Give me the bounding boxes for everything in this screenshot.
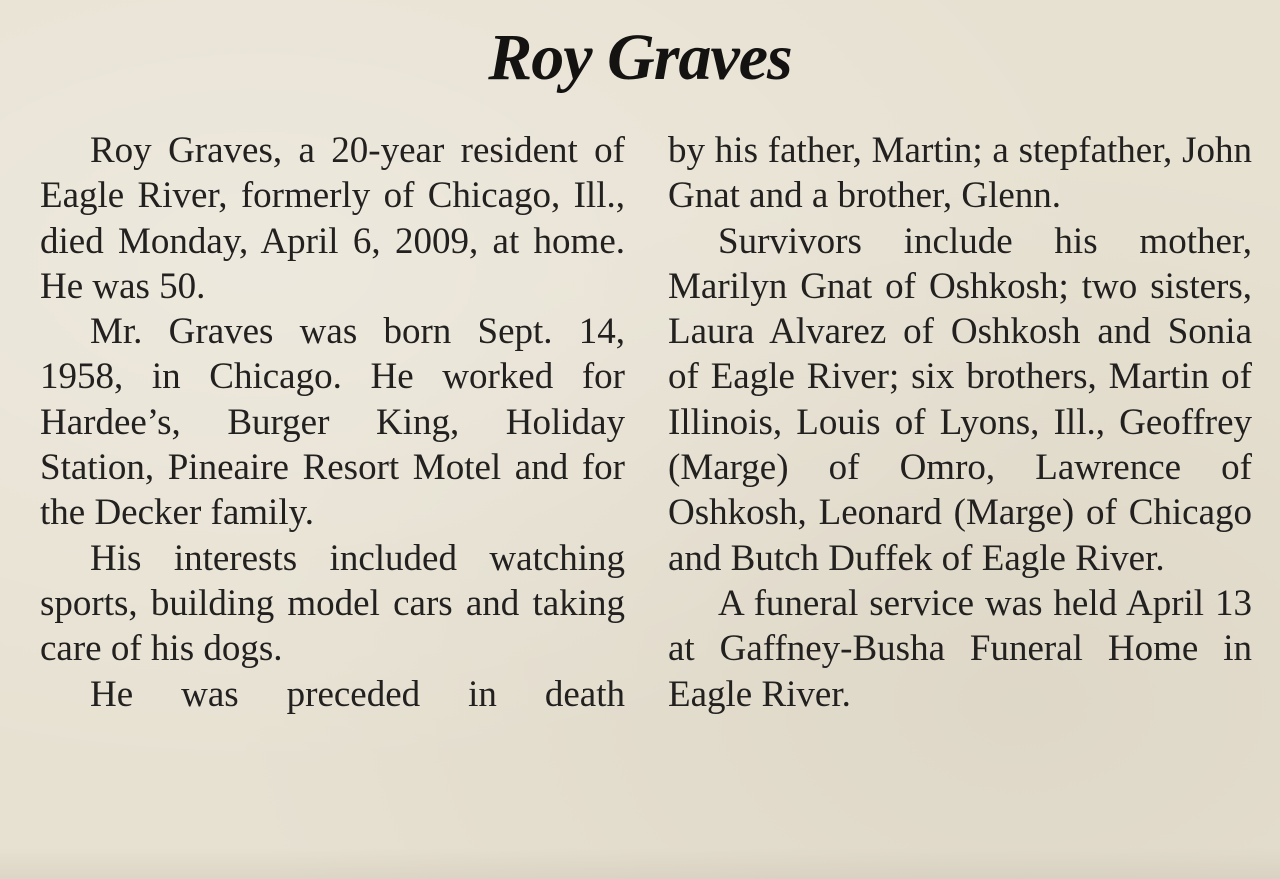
left-column [40,128,625,717]
article-title: Roy Graves [488,21,792,94]
paragraph-funeral-service: A funeral service was held April 13 at Gaffney-Busha Funeral Home in Eagle River. [668,582,1252,715]
paragraph-biography: Mr. Graves was born Sept. 14, 1958, in Chicago. He worked for Hardee’s, Burger King, Holiday Station, Pineaire Resort Motel and for the Decker family. [40,311,625,534]
paragraph-interests: His interests included watching sports, building model cars and taking care of his dogs. [40,537,625,670]
paragraph-preceded-continued: by his father, Martin; a stepfather, John Gnat and a brother, Glenn. [668,130,1252,217]
paragraph-death-notice: Roy Graves, a 20-year resident of Eagle River, formerly of Chicago, Ill., died Monday, April 6, 2009, at home. He was 50. [40,130,625,307]
right-column [668,128,1252,717]
paragraph-preceded-start: He was preceded in death [90,673,625,715]
page-bottom-edge [0,848,1280,879]
paragraph-survivors: Survivors include his mother, Marilyn Gnat of Oshkosh; two sisters, Laura Alvarez of Oshkosh and Sonia of Eagle River; six brothers, Martin of Illinois, Louis of Lyons, Ill., Geoffrey (Marge) of Omro, Lawrence of Oshkosh, Leonard (Marge) of Chicago and Butch Duffek of Eagle River. [668,220,1252,579]
